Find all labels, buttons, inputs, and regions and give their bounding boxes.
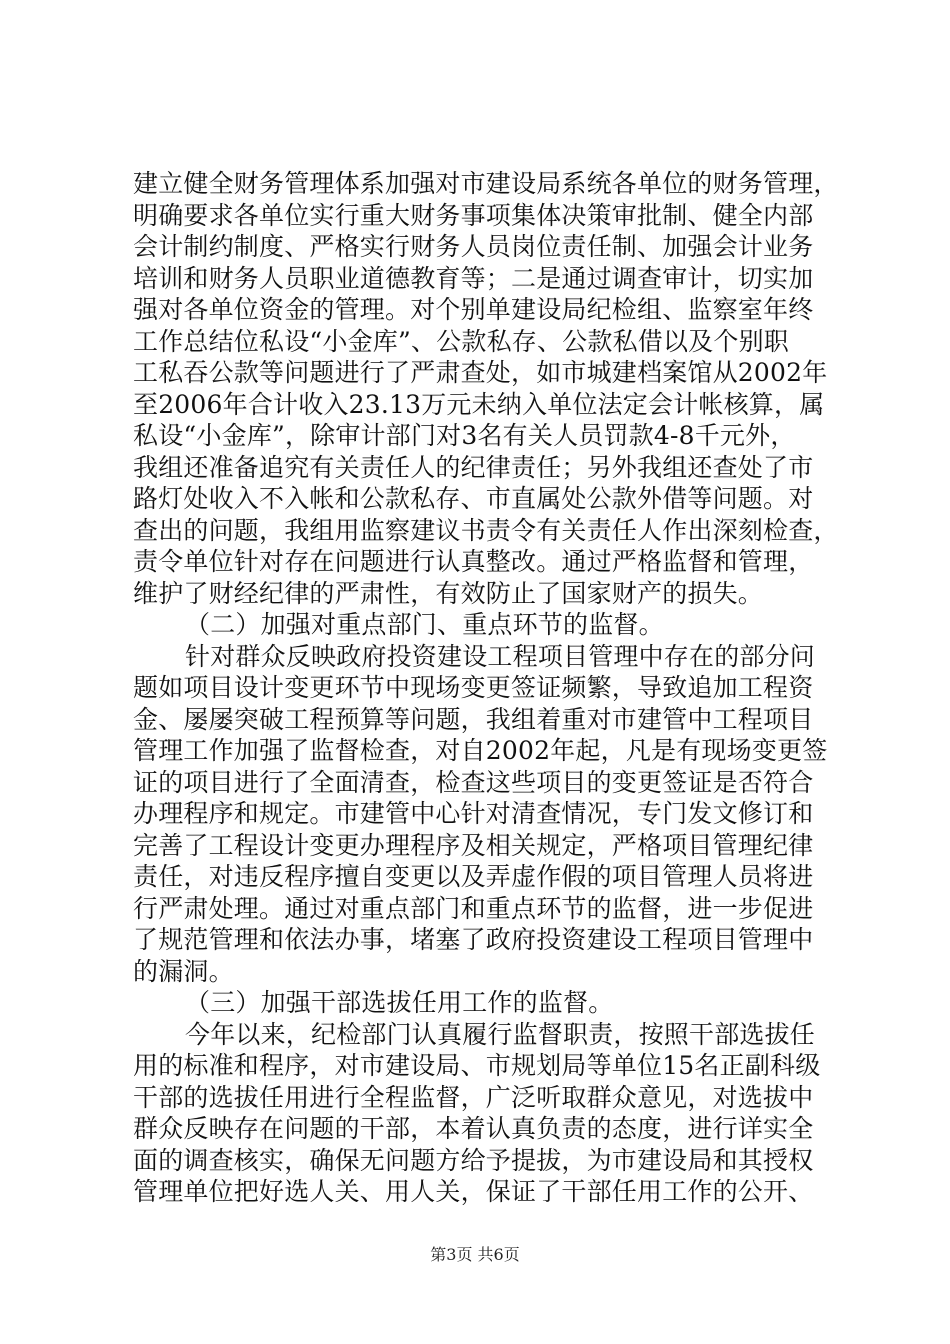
text-line: 今年以来，纪检部门认真履行监督职责，按照干部选拔任 bbox=[185, 1019, 816, 1049]
text-line: 维护了财经纪律的严肃性，有效防止了国家财产的损失。 bbox=[133, 578, 764, 608]
text-line: 针对群众反映政府投资建设工程项目管理中存在的部分问 bbox=[185, 641, 816, 671]
paragraph bbox=[133, 987, 833, 1019]
paragraph bbox=[133, 641, 833, 673]
text-line: 建立健全财务管理体系加强对市建设局系统各单位的财务管理， bbox=[133, 169, 839, 198]
text-line: 责令单位针对存在问题进行认真整改。通过严格监督和管理， bbox=[133, 547, 814, 576]
text-line: 完善了工程设计变更办理程序及相关规定，严格项目管理纪律 bbox=[133, 830, 814, 860]
text-line: 用的标准和程序，对市建设局、市规划局等单位15名正副科级 bbox=[133, 1051, 821, 1080]
text-line: 查出的问题，我组用监察建议书责令有关责任人作出深刻检查， bbox=[133, 515, 839, 545]
text-line: 管理工作加强了监督检查，对自2002年起，凡是有现场变更签 bbox=[133, 736, 828, 765]
text-line: 责任，对违反程序擅自变更以及弄虚作假的项目管理人员将进 bbox=[133, 862, 814, 891]
text-line: 路灯处收入不入帐和公款私存、市直属处公款外借等问题。对 bbox=[133, 484, 814, 513]
text-line: 行严肃处理。通过对重点部门和重点环节的监督，进一步促进 bbox=[133, 893, 814, 923]
text-line: 至2006年合计收入23.13万元未纳入单位法定会计帐核算，属 bbox=[133, 389, 825, 419]
text-line: 培训和财务人员职业道德教育等；二是通过调查审计，切实加 bbox=[133, 263, 814, 293]
text-line: 面的调查核实，确保无问题方给予提拔，为市建设局和其授权 bbox=[133, 1145, 814, 1175]
text-line: 工作总结位私设“小金库”、公款私存、公款私借以及个别职 bbox=[133, 326, 789, 356]
text-line: 题如项目设计变更环节中现场变更签证频繁，导致追加工程资 bbox=[133, 673, 814, 702]
text-line: 了规范管理和依法办事，堵塞了政府投资建设工程项目管理中 bbox=[133, 925, 814, 954]
text-line: 的漏洞。 bbox=[133, 956, 234, 986]
paragraph bbox=[133, 168, 839, 609]
text-line: 工私吞公款等问题进行了严肃查处，如市城建档案馆从2002年 bbox=[133, 358, 828, 387]
text-line: （三）加强干部选拔任用工作的监督。 bbox=[185, 988, 614, 1017]
text-line: 私设“小金库”，除审计部门对3名有关人员罚款4-8千元外， bbox=[133, 421, 796, 450]
text-line: 强对各单位资金的管理。对个别单建设局纪检组、监察室年终 bbox=[133, 295, 814, 324]
document-body bbox=[133, 168, 839, 1208]
text-line: 金、屡屡突破工程预算等问题，我组着重对市建管中工程项目 bbox=[133, 704, 814, 734]
paragraph bbox=[133, 1050, 833, 1208]
text-line: 干部的选拔任用进行全程监督，广泛听取群众意见，对选拔中 bbox=[133, 1082, 814, 1112]
text-line: 证的项目进行了全面清查，检查这些项目的变更签证是否符合 bbox=[133, 767, 814, 797]
paragraph bbox=[133, 1019, 833, 1051]
text-line: 群众反映存在问题的干部，本着认真负责的态度，进行详实全 bbox=[133, 1114, 814, 1143]
text-line: 办理程序和规定。市建管中心针对清查情况，专门发文修订和 bbox=[133, 799, 814, 828]
text-line: 会计制约制度、严格实行财务人员岗位责任制、加强会计业务 bbox=[133, 232, 814, 261]
text-line: 我组还准备追究有关责任人的纪律责任；另外我组还查处了市 bbox=[133, 452, 814, 482]
page-footer bbox=[0, 1242, 950, 1265]
paragraph bbox=[133, 672, 833, 987]
paragraph bbox=[133, 609, 833, 641]
text-line: （二）加强对重点部门、重点环节的监督。 bbox=[185, 610, 664, 639]
text-line: 管理单位把好选人关、用人关，保证了干部任用工作的公开、 bbox=[133, 1177, 814, 1206]
text-line: 明确要求各单位实行重大财务事项集体决策审批制、健全内部 bbox=[133, 200, 814, 230]
page-number-label: 第3页 共6页 bbox=[430, 1245, 520, 1264]
